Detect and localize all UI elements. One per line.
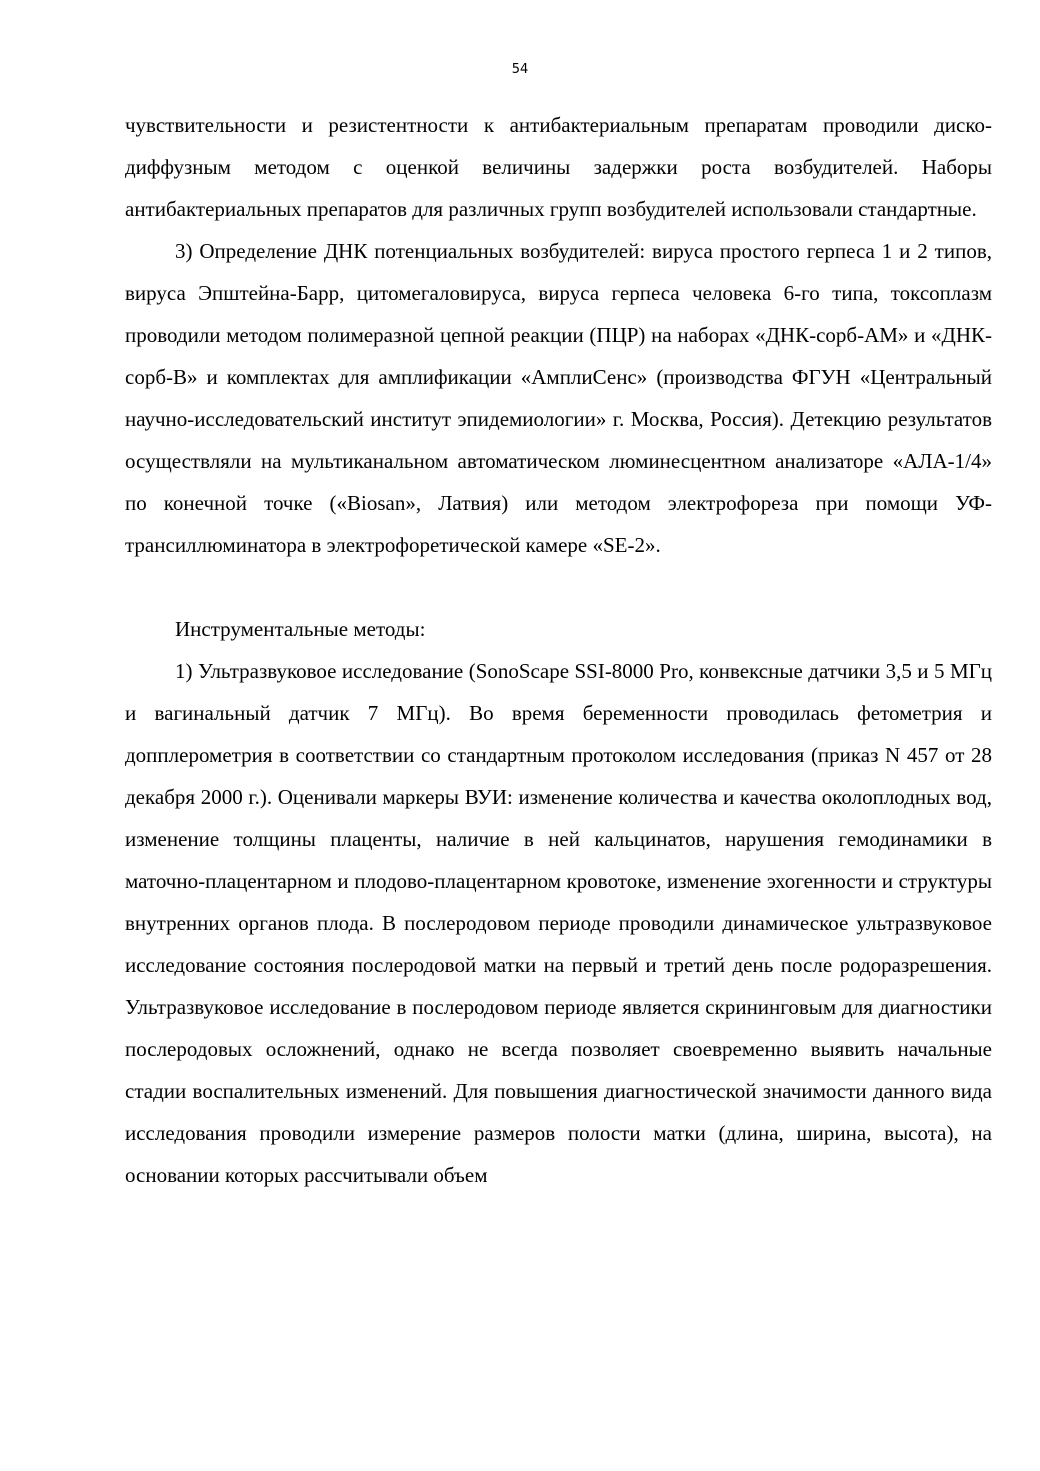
paragraph-susceptibility-testing: чувствительности и резистентности к антибактериальным препаратам проводили диско-диффузным методом с оценкой величины задержки роста возбудителей. Наборы антибактериальных препаратов для различных групп возбудителей использовали стандартные. <box>125 113 992 221</box>
document-body <box>125 104 992 1196</box>
paragraph-ultrasound: 1) Ультразвуковое исследование (SonoScape SSI-8000 Pro, конвексные датчики 3,5 и 5 МГц и вагинальный датчик 7 МГц). Во время беременности проводилась фетометрия и допплерометрия в соответствии со стандартным протоколом исследования (приказ N 457 от 28 декабря 2000 г.). Оценивали маркеры ВУИ: изменение количества и качества околоплодных вод, изменение толщины плаценты, наличие в ней кальцинатов, нарушения гемодинамики в маточно-плацентарном и плодово-плацентарном кровотоке, изменение эхогенности и структуры внутренних органов плода. В послеродовом периоде проводили динамическое ультразвуковое исследование состояния послеродовой матки на первый и третий день после родоразрешения. Ультразвуковое исследование в послеродовом периоде является скрининговым для диагностики послеродовых осложнений, однако не всегда позволяет своевременно выявить начальные стадии воспалительных изменений. Для повышения диагностической значимости данного вида исследования проводили измерение размеров полости матки (длина, ширина, высота), на основании которых рассчитывали объем <box>125 659 992 1187</box>
page-number: 54 <box>511 62 529 77</box>
section-heading-instrumental-methods: Инструментальные методы: <box>175 617 426 641</box>
paragraph-dna-detection: 3) Определение ДНК потенциальных возбудителей: вируса простого герпеса 1 и 2 типов, вируса Эпштейна-Барр, цитомегаловируса, вируса герпеса человека 6-го типа, токсоплазм проводили методом полимеразной цепной реакции (ПЦР) на наборах «ДНК-сорб-АМ» и «ДНК-сорб-В» и комплектах для амплификации «АмплиСенс» (производства ФГУН «Центральный научно-исследовательский институт эпидемиологии» г. Москва, Россия). Детекцию результатов осуществляли на мультиканальном автоматическом люминесцентном анализаторе «АЛА-1/4» по конечной точке («Biosan», Латвия) или методом электрофореза при помощи УФ-трансиллюминатора в электрофоретической камере «SE-2». <box>125 239 992 557</box>
